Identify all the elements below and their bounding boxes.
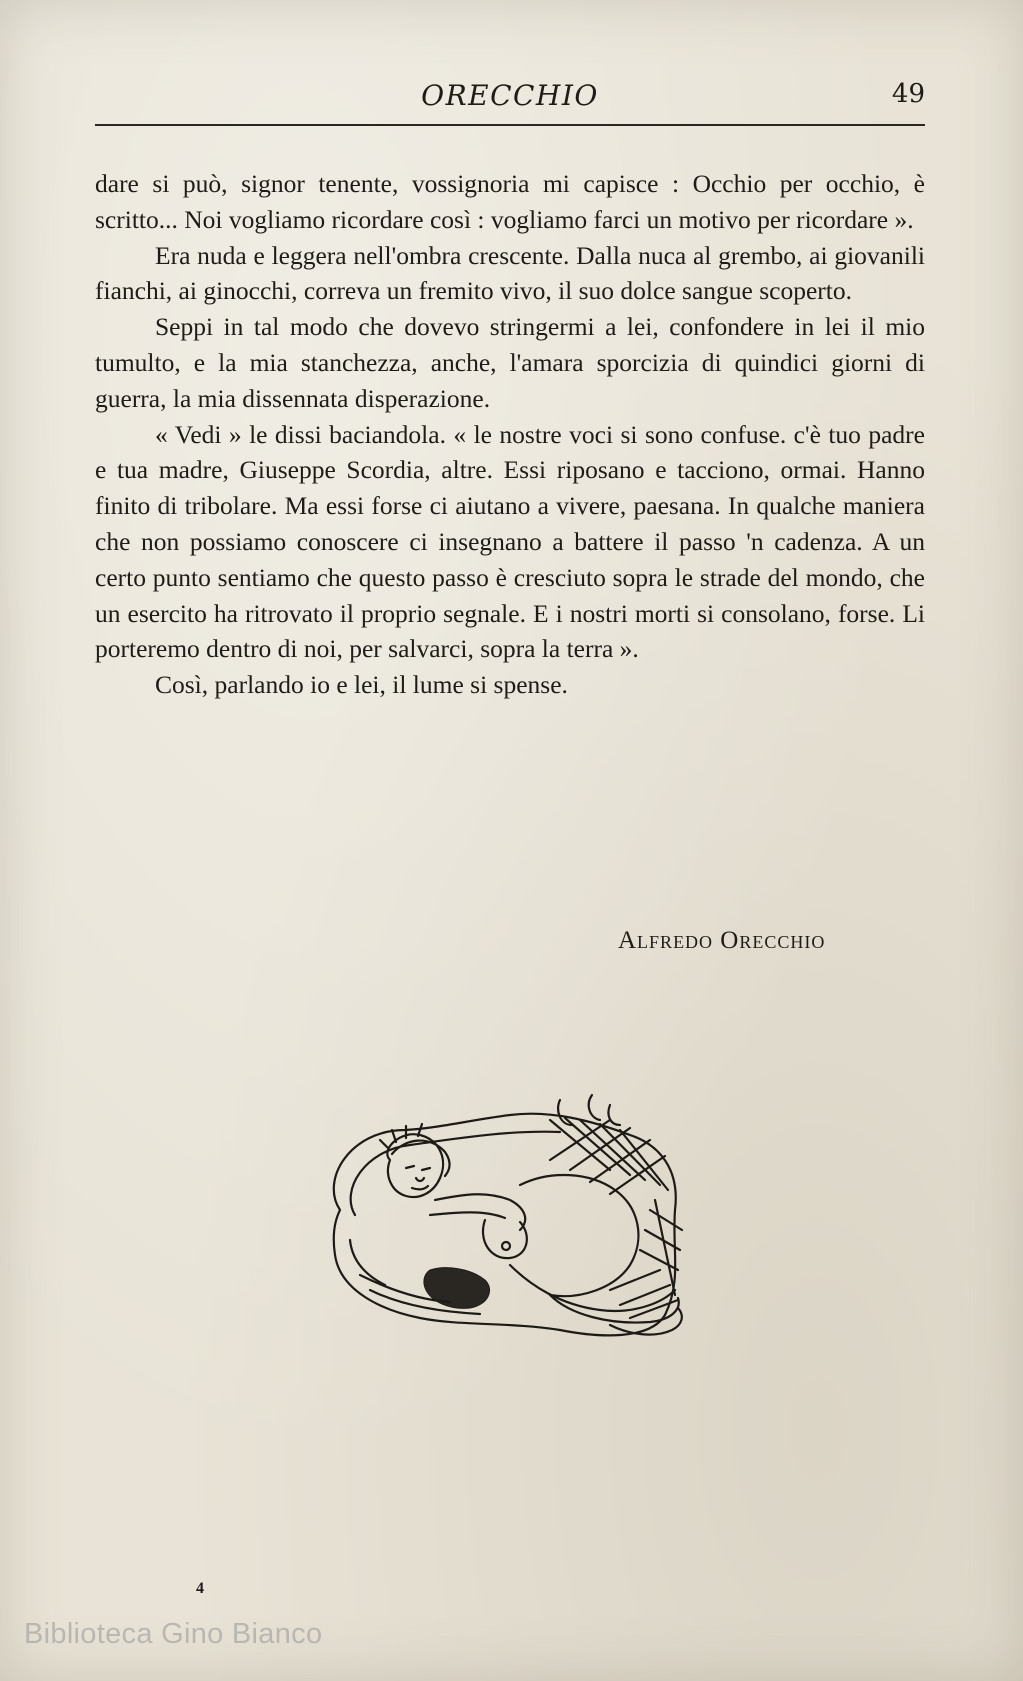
signature-mark: 4: [196, 1580, 204, 1597]
paragraph: Così, parlando io e lei, il lume si spense.: [155, 670, 568, 700]
author-signature: Alfredo Orecchio: [618, 927, 826, 954]
page-number: 49: [891, 79, 925, 109]
library-watermark: Biblioteca Gino Bianco: [24, 1618, 323, 1650]
paragraph: dare si può, signor tenente, vossignoria mi capisce : Occhio per occhio, è scritto... Noi vogliamo ricordare così : vogliamo farci un motivo per ricordare ».: [95, 169, 925, 234]
body-text: [95, 166, 925, 703]
paragraph: Seppi in tal modo che dovevo stringermi a lei, confondere in lei il mio tumulto, e la mia stanchezza, anche, l'amara sporcizia di quindici giorni di guerra, la mia dissennata disperazione.: [95, 312, 925, 413]
header-rule: [95, 124, 925, 126]
page-header: [95, 75, 925, 115]
running-title: ORECCHIO: [421, 79, 599, 112]
sketch-reclining-figure-icon: [310, 1090, 720, 1350]
paragraph: « Vedi » le dissi baciandola. « le nostre voci si sono confuse. c'è tuo padre e tua madre, Giuseppe Scordia, altre. Essi riposano e tacciono, ormai. Hanno finito di tribolare. Ma essi forse ci aiutano a vivere, paesana. In qualche maniera che non possiamo conoscere ci insegnano a battere il passo 'n cadenza. A un certo punto sentiamo che questo passo è cresciuto sopra le strade del mondo, che un esercito ha ritrovato il proprio segnale. E i nostri morti si consolano, forse. Li porteremo dentro di noi, per salvarci, sopra la terra ».: [95, 419, 925, 664]
paragraph: Era nuda e leggera nell'ombra crescente. Dalla nuca al grembo, ai giovanili fianchi, ai ginocchi, correva un fremito vivo, il suo dolce sangue scoperto.: [95, 240, 925, 306]
